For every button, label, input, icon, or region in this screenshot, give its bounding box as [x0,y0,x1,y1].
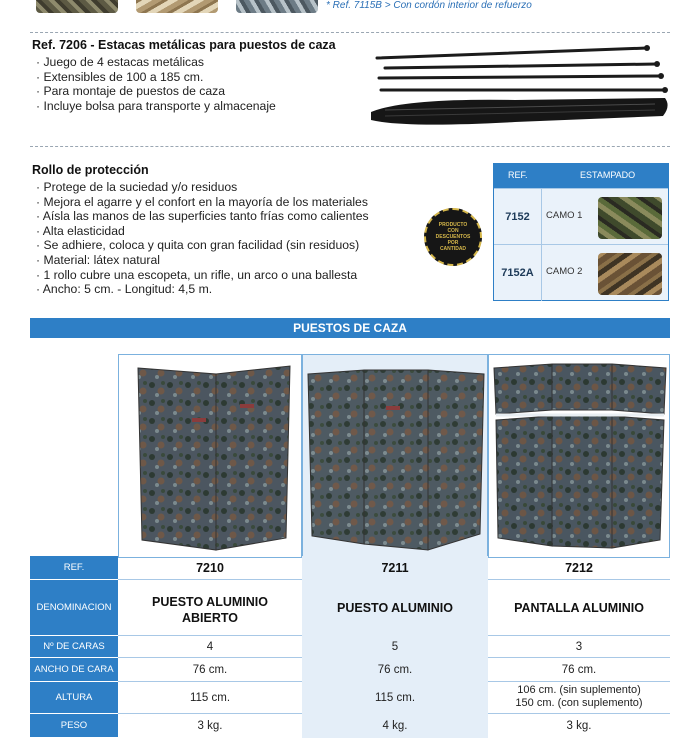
caras-cell: 3 [575,641,583,653]
row-label-peso: PESO [30,714,118,738]
badge-line: CANTIDAD [439,246,467,252]
product-name-cell: PANTALLA ALUMINIO [514,601,644,615]
bullet-item: · Se adhiere, coloca y quita con gran facilidad (sin residuos) [36,238,369,253]
top-strip [0,0,700,18]
table-row [30,714,670,738]
caras-cell: 5 [302,636,488,658]
ref-cell: 7210 [196,561,224,575]
section-title-rollo: Rollo de protección [32,163,149,177]
bullet-item: · Material: látex natural [36,253,369,268]
table-row [30,556,670,580]
bullet-item: · Mejora el agarre y el confort en la mayoría de los materiales [36,195,369,210]
camo-thumbnail [36,0,118,13]
hunting-blind-open-image [130,362,296,554]
metal-stakes-image [365,44,675,136]
altura-cell: 115 cm. [189,692,231,704]
bullet-list-rollo [36,180,369,297]
camo-tape-image [598,253,662,295]
bullet-item: · Ancho: 5 cm. - Longitud: 4,5 m. [36,282,369,297]
bullet-item: · Aísla las manos de las superficies tanto frías como calientes [36,209,369,224]
bullet-item: · Alta elasticidad [36,224,369,239]
bullet-item: · 1 rollo cubre una escopeta, un rifle, un arco o una ballesta [36,268,369,283]
rollo-reference-table [493,163,669,301]
ref-cell: 7211 [302,556,488,580]
table-row [494,188,668,244]
row-label-caras: Nº DE CARAS [30,636,118,658]
ref-cell: 7152 [494,189,542,245]
table-row [30,658,670,682]
ancho-cell: 76 cm. [561,664,597,676]
hunting-screen-image [492,358,668,552]
table-row [30,580,670,636]
bullet-item: · Juego de 4 estacas metálicas [36,55,276,70]
badge-line: DESCUENTOS [435,234,471,240]
ancho-cell: 76 cm. [302,658,488,682]
camo-thumbnail [136,0,218,13]
peso-cell: 3 kg. [566,720,592,732]
ref-note: * Ref. 7115B > Con cordón interior de refuerzo [326,0,532,11]
ancho-cell: 76 cm. [192,664,228,676]
column-header-estampado: ESTAMPADO [580,170,636,180]
row-label-altura: ALTURA [30,682,118,714]
section-divider [30,32,670,33]
bullet-item: · Protege de la suciedad y/o residuos [36,180,369,195]
badge-line: CON [447,228,459,234]
table-row [30,636,670,658]
caras-cell: 4 [206,641,214,653]
pattern-name: CAMO 2 [546,266,583,277]
row-label-ref: REF. [30,556,118,580]
table-row [494,244,668,300]
camo-tape-image [598,197,662,239]
bullet-item: · Extensibles de 100 a 185 cm. [36,70,276,85]
camo-thumbnail [236,0,318,13]
ref-cell: 7152A [494,245,542,301]
row-label-ancho: ANCHO DE CARA [30,658,118,682]
bullet-list-7206 [36,55,276,113]
badge-line: POR [447,240,459,246]
pattern-name: CAMO 1 [546,210,583,221]
table-row [30,682,670,714]
discount-badge [424,208,482,266]
peso-cell: 3 kg. [197,720,223,732]
peso-cell: 4 kg. [302,714,488,738]
product-name-cell: PUESTO ALUMINIO ABIERTO [152,595,268,625]
row-label-denominacion: DENOMINACION [30,580,118,636]
altura-cell: 106 cm. (sin suplemento) 150 cm. (con suplemento) [515,684,643,709]
column-header-ref: REF. [508,170,528,180]
hunting-blind-closed-image [306,366,486,554]
section-title-7206: Ref. 7206 - Estacas metálicas para puestos de caza [32,38,336,52]
altura-cell: 115 cm. [302,682,488,714]
ref-cell: 7212 [565,561,593,575]
section-divider [30,146,670,147]
section-banner: PUESTOS DE CAZA [30,318,670,338]
badge-line: PRODUCTO [438,222,468,228]
product-name-cell: PUESTO ALUMINIO [302,580,488,636]
table-header [494,164,668,188]
bullet-item: · Para montaje de puestos de caza [36,84,276,99]
bullet-item: · Incluye bolsa para transporte y almacenaje [36,99,276,114]
